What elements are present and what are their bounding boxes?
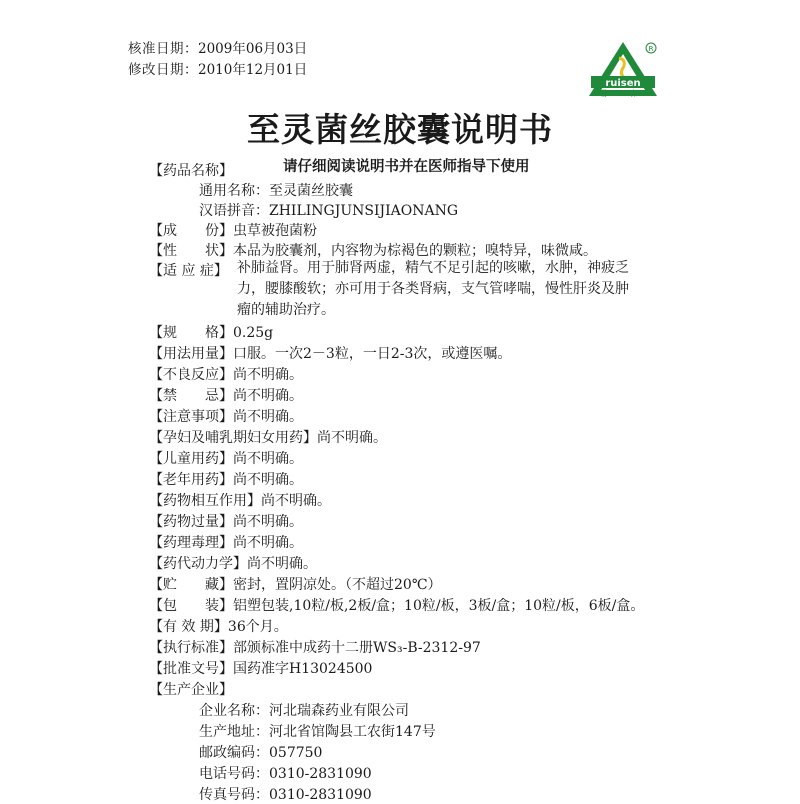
storage-value: 密封，置阴凉处。（不超过20℃） (233, 577, 442, 593)
address-label: 生产地址： (199, 724, 269, 740)
company-row (199, 700, 409, 720)
standard-value: 部颁标准中成药十二册WS₃-B-2312-97 (233, 640, 481, 656)
revision-date-line (128, 60, 307, 81)
approval-number-value: 国药准字H13024500 (233, 661, 373, 677)
indications-row (149, 260, 228, 280)
properties-row (149, 240, 597, 260)
contra-row (149, 385, 303, 405)
geriatric-row (149, 469, 303, 489)
dosage-row (149, 343, 511, 363)
manufacturer-label: 【生产企业】 (149, 682, 233, 698)
ingredients-value: 虫草被孢菌粉 (233, 223, 317, 239)
address-value: 河北省馆陶县工农街147号 (269, 724, 436, 740)
indications-label: 【适 应 症】 (149, 263, 228, 279)
approval-date-label: 核准日期： (128, 41, 198, 57)
package-row (149, 595, 644, 615)
revision-date-label: 修改日期： (128, 62, 198, 78)
properties-value: 本品为胶囊剂，内容物为棕褐色的颗粒；嗅特异，味微咸。 (233, 243, 597, 259)
properties-label: 【性 状】 (149, 243, 233, 259)
pharmacology-label: 【药理毒理】 (149, 535, 233, 551)
adverse-value: 尚不明确。 (233, 367, 303, 383)
interactions-row (149, 490, 331, 510)
standard-label: 【执行标准】 (149, 640, 233, 656)
pharmacokinetics-value: 尚不明确。 (247, 556, 317, 572)
pharmacokinetics-row (149, 553, 317, 573)
adverse-label: 【不良反应】 (149, 367, 233, 383)
logo-text: ruisen (605, 78, 641, 89)
pediatric-row (149, 448, 303, 468)
address-row (199, 721, 436, 741)
approval-date-line (128, 39, 307, 60)
storage-row (149, 574, 441, 594)
adverse-row (149, 364, 303, 384)
interactions-value: 尚不明确。 (261, 493, 331, 509)
pediatric-label: 【儿童用药】 (149, 451, 233, 467)
company-label: 企业名称： (199, 703, 269, 719)
pediatric-value: 尚不明确。 (233, 451, 303, 467)
pinyin-value: ZHILINGJUNSIJIAONANG (269, 203, 459, 219)
postcode-label: 邮政编码： (199, 745, 269, 761)
precautions-row (149, 406, 303, 426)
common-name-label: 通用名称： (199, 183, 269, 199)
storage-label: 【贮 藏】 (149, 577, 233, 593)
overdose-label: 【药物过量】 (149, 514, 233, 530)
common-name-row (199, 180, 353, 200)
dosage-label: 【用法用量】 (149, 346, 233, 362)
approval-number-row (149, 658, 372, 678)
phone-row (199, 763, 372, 783)
spec-row (149, 322, 273, 342)
indications-line: 力，腰膝酸软；亦可用于各类肾病，支气管哮喘，慢性肝炎及肿 (237, 281, 629, 297)
precautions-value: 尚不明确。 (233, 409, 303, 425)
pharmacokinetics-label: 【药代动力学】 (149, 556, 247, 572)
spec-label: 【规 格】 (149, 325, 233, 341)
revision-date: 2010年12月01日 (198, 62, 308, 78)
postcode-row (199, 742, 322, 762)
ingredients-label: 【成 份】 (149, 223, 233, 239)
pregnancy-label: 【孕妇及哺乳期妇女用药】 (149, 430, 317, 446)
indications-line: 瘤的辅助治疗。 (237, 302, 335, 318)
ingredients-row (149, 220, 317, 240)
geriatric-value: 尚不明确。 (233, 472, 303, 488)
approval-number-label: 【批准文号】 (149, 661, 233, 677)
validity-value: 36个月。 (227, 619, 288, 635)
pharmacology-value: 尚不明确。 (233, 535, 303, 551)
drug-name-label: 【药品名称】 (149, 163, 233, 179)
common-name-value: 至灵菌丝胶囊 (269, 183, 353, 199)
company-value: 河北瑞森药业有限公司 (269, 703, 409, 719)
document-dates (128, 39, 307, 81)
pregnancy-value: 尚不明确。 (317, 430, 387, 446)
document-title: 至灵菌丝胶囊说明书 (247, 110, 553, 149)
interactions-label: 【药物相互作用】 (149, 493, 261, 509)
package-value: 铝塑包装,10粒/板,2板/盒；10粒/板，3板/盒；10粒/板，6板/盒。 (233, 598, 645, 614)
pinyin-row (199, 200, 458, 220)
spec-value: 0.25g (233, 325, 274, 341)
indications-value (237, 258, 707, 321)
fax-row (199, 784, 372, 804)
postcode-value: 057750 (269, 745, 323, 761)
manufacturer-heading (149, 679, 233, 699)
svg-text:R: R (648, 45, 654, 53)
contra-label: 【禁 忌】 (149, 388, 233, 404)
dosage-value: 口服。一次2－3粒，一日2-3次，或遵医嘱。 (233, 346, 512, 362)
phone-label: 电话号码： (199, 766, 269, 782)
geriatric-label: 【老年用药】 (149, 472, 233, 488)
fax-value: 0310-2831090 (269, 787, 372, 803)
drug-name-heading (149, 160, 233, 180)
logo-chinese-text: 瑞 森 (598, 89, 648, 98)
validity-label: 【有 效 期】 (149, 619, 228, 635)
overdose-value: 尚不明确。 (233, 514, 303, 530)
phone-value: 0310-2831090 (269, 766, 372, 782)
standard-row (149, 637, 481, 657)
pharmacology-row (149, 532, 303, 552)
indications-line: 补肺益肾。用于肺肾两虚，精气不足引起的咳嗽，水肿，神疲乏 (237, 260, 629, 276)
document-subtitle: 请仔细阅读说明书并在医师指导下使用 (283, 159, 530, 175)
validity-row (149, 616, 288, 636)
package-label: 【包 装】 (149, 598, 233, 614)
contra-value: 尚不明确。 (233, 388, 303, 404)
approval-date: 2009年06月03日 (198, 41, 308, 57)
fax-label: 传真号码： (199, 787, 269, 803)
pinyin-label: 汉语拼音： (199, 203, 269, 219)
overdose-row (149, 511, 303, 531)
precautions-label: 【注意事项】 (149, 409, 233, 425)
pregnancy-row (149, 427, 387, 447)
